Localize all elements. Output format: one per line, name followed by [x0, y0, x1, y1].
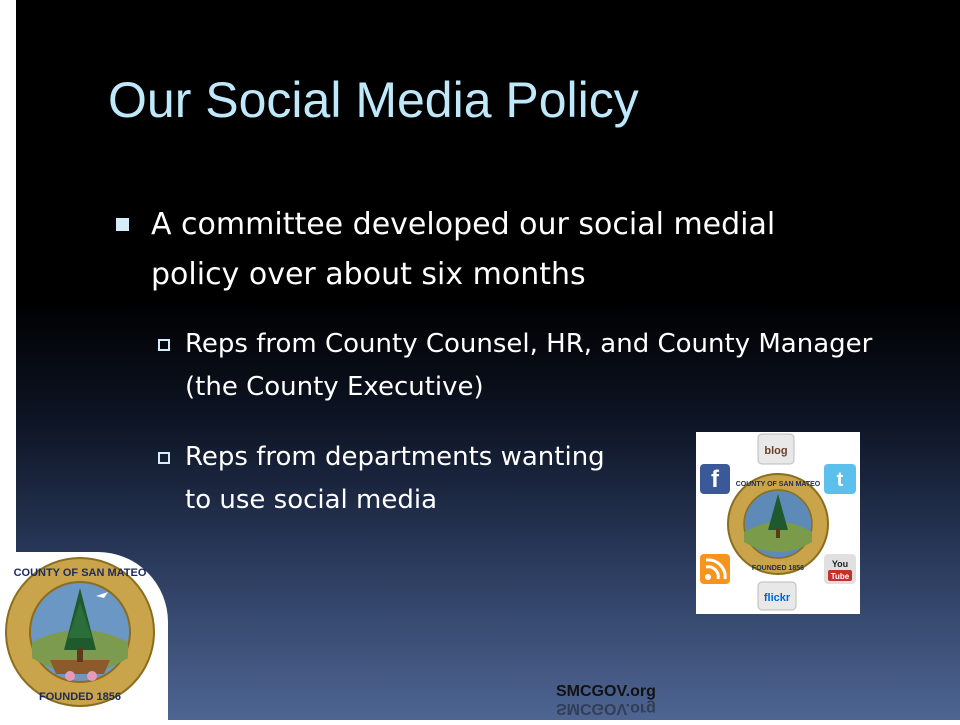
footer-watermark-reflection: SMCGOV.org [556, 700, 656, 717]
logo-bottom-text: FOUNDED 1856 [39, 691, 121, 703]
rss-icon [700, 554, 730, 584]
twitter-icon [824, 464, 856, 494]
youtube-icon [824, 554, 856, 584]
svg-text:Tube: Tube [830, 572, 850, 581]
seal-top-text: COUNTY OF SAN MATEO [735, 481, 821, 488]
hollow-square-bullet-icon [158, 339, 170, 351]
facebook-icon [700, 464, 730, 494]
slide-title: Our Social Media Policy [108, 72, 639, 128]
footer-watermark: SMCGOV.org [556, 683, 656, 700]
bullet-level2-text: Reps from County Counsel, HR, and County Manager (the County Executive) [185, 329, 873, 402]
bullet-level2-text: Reps from departments wanting to use social media [185, 442, 605, 515]
svg-text:flickr: flickr [763, 592, 791, 604]
svg-text:t: t [836, 469, 844, 491]
bullet-level1 [116, 200, 856, 300]
social-media-graphic [696, 432, 860, 614]
seal-bottom-text: FOUNDED 1856 [751, 565, 805, 572]
svg-text:You: You [831, 559, 849, 569]
flower-icon [65, 671, 75, 681]
hollow-square-bullet-icon [158, 452, 170, 464]
logo-top-text: COUNTY OF SAN MATEO [13, 567, 147, 579]
square-bullet-icon [116, 218, 129, 231]
county-seal-logo [0, 552, 168, 720]
blog-icon [758, 434, 794, 464]
svg-text:f: f [711, 466, 719, 493]
bullet-level2 [158, 323, 878, 409]
social-media-svg [696, 432, 860, 614]
county-logo-corner [0, 552, 168, 720]
flickr-icon [758, 582, 796, 610]
bullet-level1-text: A committee developed our social medial policy over about six months [151, 207, 776, 292]
svg-text:blog: blog [764, 445, 788, 457]
county-seal-small [728, 474, 828, 574]
